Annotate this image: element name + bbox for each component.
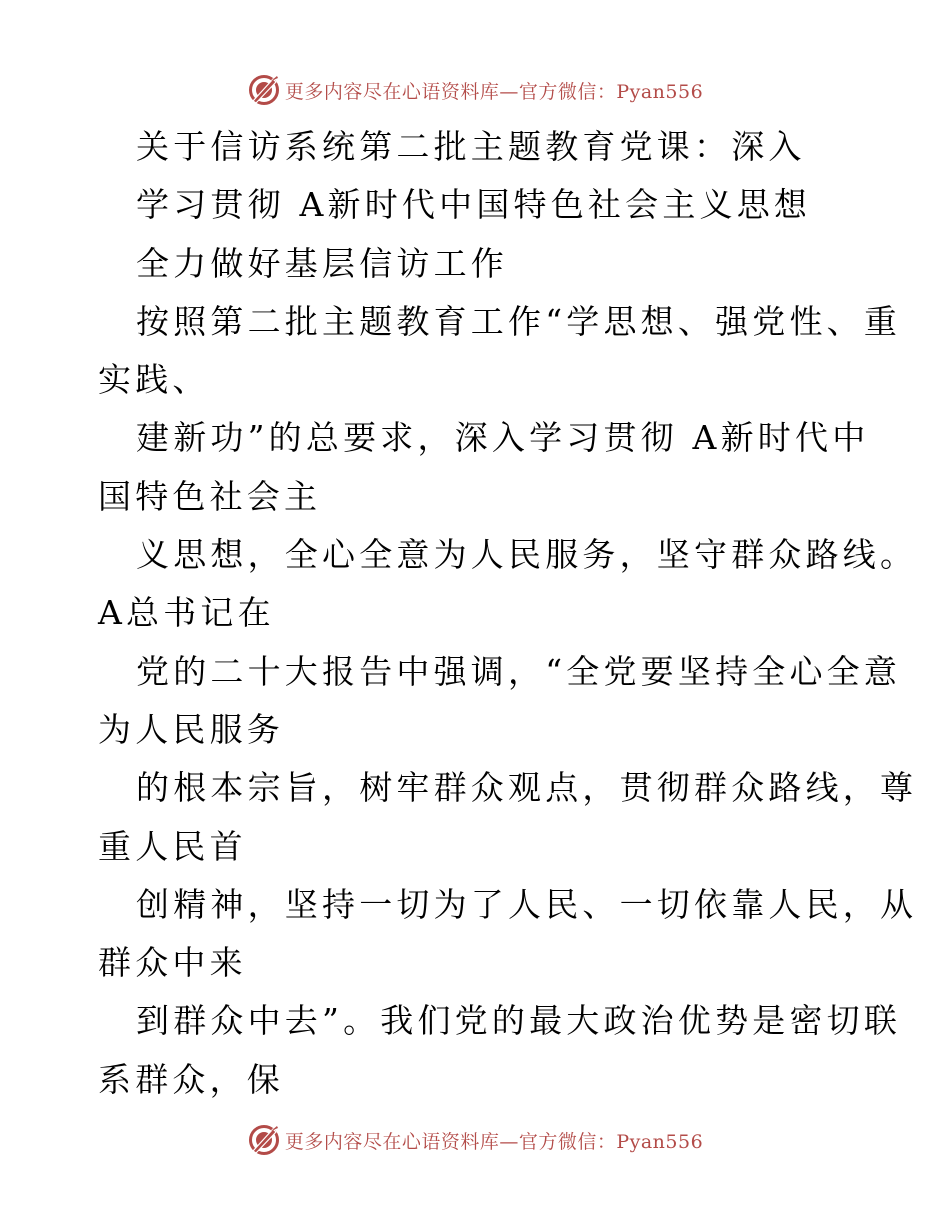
text-line: 党的二十大报告中强调，“全党要坚持全心全意: [136, 651, 902, 691]
text-line: 学习贯彻 A新时代中国特色社会主义思想: [136, 185, 812, 225]
document-body: [98, 118, 918, 1109]
seal-quill-icon: [247, 1123, 281, 1157]
text-line: 建新功”的总要求，深入学习贯彻 A新时代中: [136, 418, 870, 458]
text-line: 义思想，全心全意为人民服务，坚守群众路线。: [136, 535, 918, 575]
text-line: 到群众中去”。我们党的最大政治优势是密切联: [136, 1001, 902, 1041]
text-line: 全力做好基层信访工作: [136, 243, 508, 283]
text-line: 关于信访系统第二批主题教育党课：深入: [136, 127, 806, 166]
text-line: 创精神，坚持一切为了人民、一切依靠人民，从: [136, 884, 918, 924]
text-line: 实践、: [98, 360, 210, 400]
header-banner: [0, 70, 950, 110]
text-line: 系群众，保: [98, 1059, 284, 1099]
text-line: 的根本宗旨，树牢群众观点，贯彻群众路线，尊: [136, 768, 918, 808]
banner-text: 更多内容尽在心语资料库—官方微信：Pyan556: [284, 1130, 704, 1153]
text-line: 群众中来: [98, 943, 247, 983]
footer-banner: [0, 1120, 950, 1160]
text-line: A总书记在: [98, 593, 275, 633]
banner-text: 更多内容尽在心语资料库—官方微信：Pyan556: [284, 80, 704, 103]
text-line: 为人民服务: [98, 709, 284, 749]
text-line: 重人民首: [98, 826, 247, 866]
text-line: 国特色社会主: [98, 476, 322, 516]
seal-quill-icon: [247, 73, 281, 107]
text-line: 按照第二批主题教育工作“学思想、强党性、重: [136, 301, 902, 341]
